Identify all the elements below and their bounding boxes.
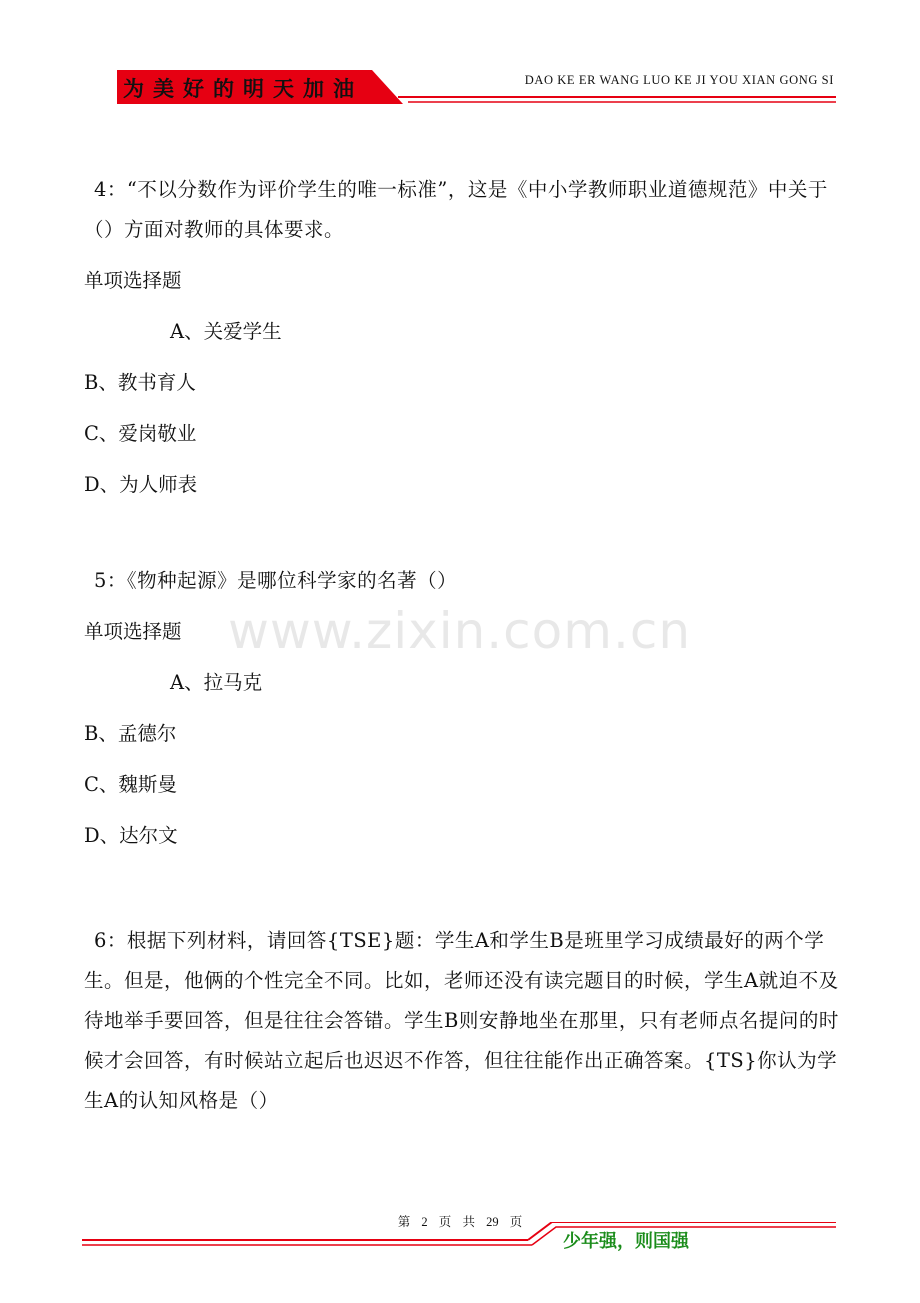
- spacer: [84, 510, 844, 561]
- header-rule: [398, 95, 838, 105]
- document-body: [84, 170, 844, 1121]
- page-mid2: 共: [462, 1215, 475, 1229]
- question-4-option-c: C、爱岗敬业: [84, 422, 197, 445]
- question-5-option-c: C、魏斯曼: [84, 773, 177, 796]
- banner-text: 为美好的明天加油: [123, 76, 363, 101]
- question-5-type: 单项选择题: [84, 620, 182, 643]
- question-5-option-d: D、达尔文: [84, 824, 178, 847]
- page-prefix: 第: [397, 1215, 411, 1229]
- company-pinyin: DAO KE ER WANG LUO KE JI YOU XIAN GONG SI: [524, 73, 834, 87]
- question-6-stem: 6：根据下列材料，请回答{TSE}题：学生A和学生B是班里学习成绩最好的两个学生。但是，他俩的个性完全不同。比如，老师还没有读完题目的时候，学生A就迫不及待地举手要回答，但是往往会答错。学生B则安静地坐在那里，只有老师点名提问的时候才会回答，有时候站立起后也迟迟不作答，但往往能作出正确答案。{TS}你认为学生A的认知风格是（）: [84, 929, 839, 1112]
- question-4-stem: 4：“不以分数作为评价学生的唯一标准”，这是《中小学教师职业道德规范》中关于（）方面对教师的具体要求。: [84, 178, 828, 241]
- spacer: [84, 861, 844, 921]
- footer-rule: [82, 1222, 838, 1246]
- question-4-type: 单项选择题: [84, 269, 182, 292]
- page-mid1: 页: [438, 1215, 452, 1229]
- question-5-option-a: A、拉马克: [170, 671, 263, 694]
- question-4-option-b: B、教书育人: [84, 371, 196, 394]
- footer-slogan: 少年强，则国强: [563, 1231, 689, 1252]
- page-current: 2: [421, 1215, 428, 1229]
- watermark: www.zixin.com.cn: [228, 602, 692, 660]
- question-4-option-d: D、为人师表: [84, 473, 198, 496]
- question-4-option-a: A、关爱学生: [170, 320, 282, 343]
- question-5-stem: 5：《物种起源》是哪位科学家的名著（）: [94, 569, 458, 592]
- page-suffix: 页: [509, 1215, 523, 1229]
- question-5-option-b: B、孟德尔: [84, 722, 177, 745]
- page-total: 29: [486, 1215, 499, 1229]
